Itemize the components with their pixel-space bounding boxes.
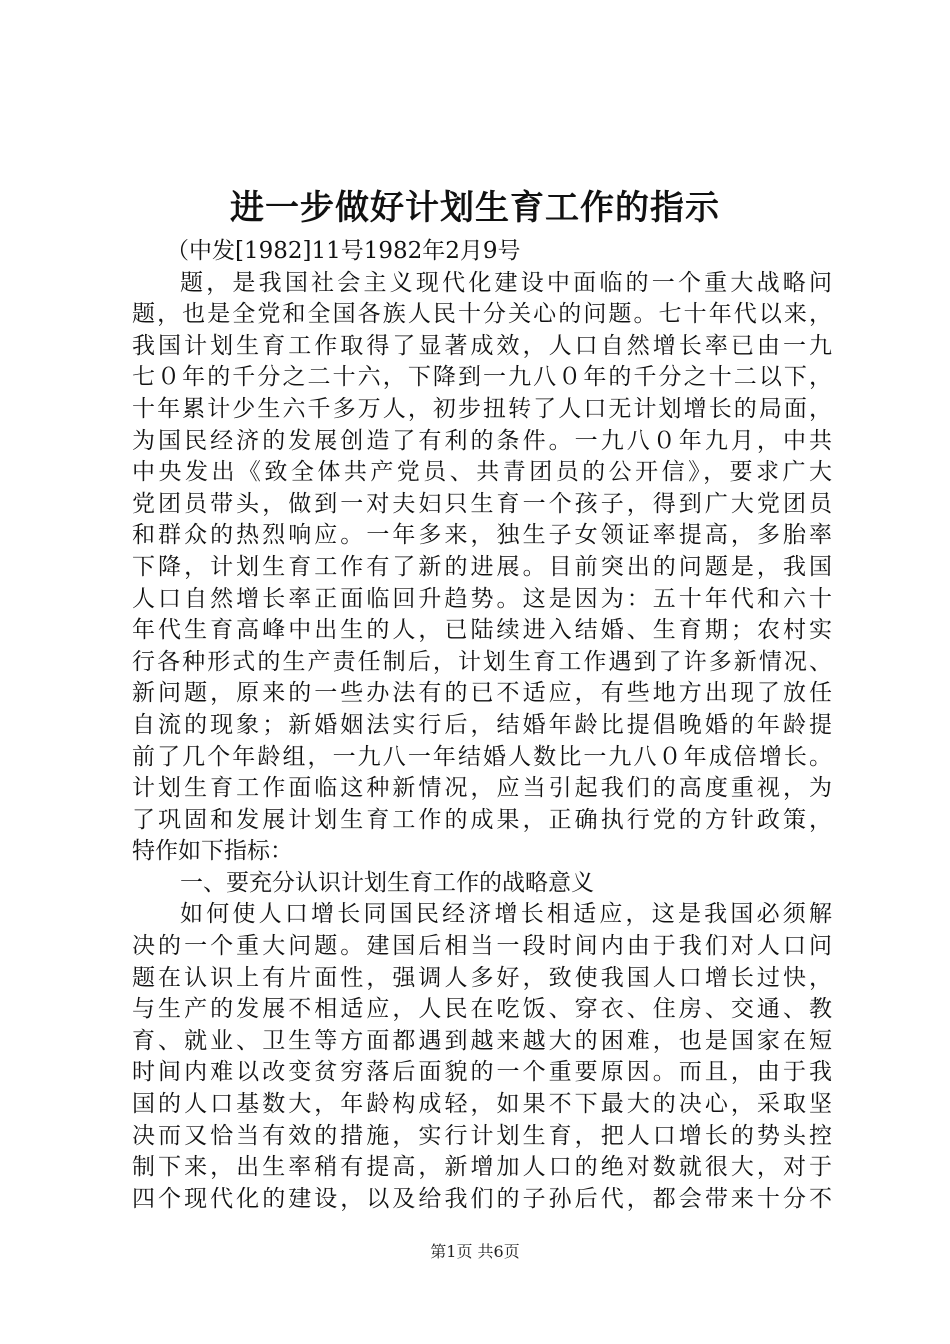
paragraph-line: 人口自然增长率正面临回升趋势。这是因为：五十年代和六十 [132, 585, 832, 612]
paragraph-line: 育、就业、卫生等方面都遇到越来越大的困难，也是国家在短 [132, 1027, 832, 1054]
paragraph-line: 为国民经济的发展创造了有利的条件。一九八０年九月，中共 [132, 427, 832, 454]
paragraph-line: 题，也是全党和全国各族人民十分关心的问题。七十年代以来， [132, 301, 832, 328]
paragraph-line: 与生产的发展不相适应，人民在吃饭、穿衣、住房、交通、教 [132, 996, 832, 1023]
page-number-label: 第1页 共6页 [430, 1242, 520, 1261]
paragraph-line: 年代生育高峰中出生的人，已陆续进入结婚、生育期；农村实 [132, 617, 832, 644]
paragraph-line: 决的一个重大问题。建国后相当一段时间内由于我们对人口问 [132, 933, 832, 960]
paragraph-line: 新问题，原来的一些办法有的已不适应，有些地方出现了放任 [132, 680, 832, 707]
paragraph-line: 自流的现象；新婚姻法实行后，结婚年龄比提倡晚婚的年龄提 [132, 711, 832, 738]
document-body [132, 236, 832, 1215]
paragraph-line: 如何使人口增长同国民经济增长相适应，这是我国必须解 [180, 901, 832, 928]
paragraph-line: 中央发出《致全体共产党员、共青团员的公开信》，要求广大 [132, 459, 832, 486]
paragraph-line: 特作如下指标： [132, 838, 293, 865]
paragraph-line: 时间内难以改变贫穷落后面貌的一个重要原因。而且，由于我 [132, 1059, 832, 1086]
paragraph-line: 党团员带头，做到一对夫妇只生育一个孩子，得到广大党团员 [132, 490, 832, 517]
section-heading: 一、要充分认识计划生育工作的战略意义 [180, 869, 594, 896]
paragraph-line: 十年累计少生六千多万人，初步扭转了人口无计划增长的局面， [132, 395, 832, 422]
paragraph-line: 四个现代化的建设，以及给我们的子孙后代，都会带来十分不 [132, 1185, 832, 1212]
paragraph-line: 我国计划生育工作取得了显著成效，人口自然增长率已由一九 [132, 332, 832, 359]
page-footer [0, 1242, 950, 1262]
paragraph-line: 题，是我国社会主义现代化建设中面临的一个重大战略问 [180, 269, 832, 296]
paragraph-line: 行各种形式的生产责任制后，计划生育工作遇到了许多新情况、 [132, 648, 832, 675]
paragraph-line: 决而又恰当有效的措施，实行计划生育，把人口增长的势头控 [132, 1122, 832, 1149]
paragraph-line: 国的人口基数大，年龄构成轻，如果不下最大的决心，采取坚 [132, 1091, 832, 1118]
paragraph-line: 七０年的千分之二十六，下降到一九八０年的千分之十二以下， [132, 364, 832, 391]
paragraph-line: 计划生育工作面临这种新情况，应当引起我们的高度重视，为 [132, 775, 832, 802]
paragraph-line: 前了几个年龄组，一九八一年结婚人数比一九八０年成倍增长。 [132, 743, 832, 770]
document-title: 进一步做好计划生育工作的指示 [230, 188, 720, 228]
paragraph-line: 和群众的热烈响应。一年多来，独生子女领证率提高，多胎率 [132, 522, 832, 549]
paragraph-line: 制下来，出生率稍有提高，新增加人口的绝对数就很大，对于 [132, 1154, 832, 1181]
document-source-line: （中发[1982]11号1982年2月9号 [166, 238, 521, 264]
paragraph-line: 题在认识上有片面性，强调人多好，致使我国人口增长过快， [132, 964, 832, 991]
paragraph-line: 下降，计划生育工作有了新的进展。目前突出的问题是，我国 [132, 553, 832, 580]
paragraph-line: 了巩固和发展计划生育工作的成果，正确执行党的方针政策， [132, 806, 832, 833]
